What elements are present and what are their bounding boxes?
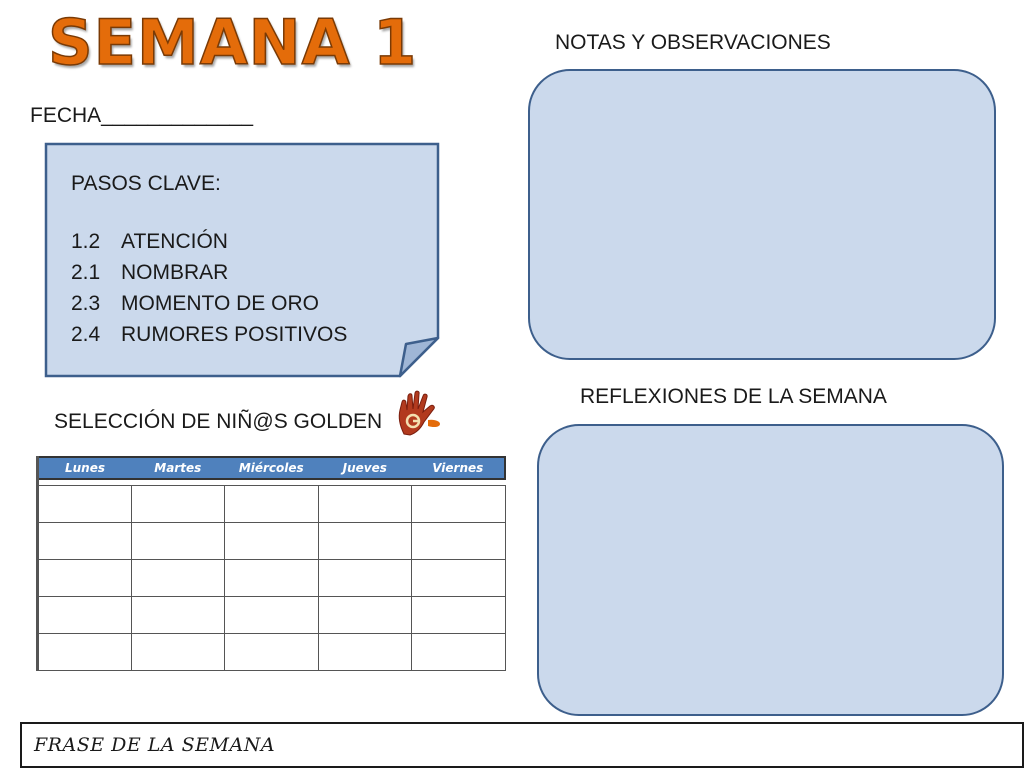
key-step-item (71, 288, 347, 319)
table-header-row (38, 457, 506, 479)
golden-selection-heading: SELECCIÓN DE NIÑ@S GOLDEN (54, 410, 383, 433)
table-cell[interactable] (38, 560, 132, 597)
table-row (38, 523, 506, 560)
table-row (38, 597, 506, 634)
table-cell[interactable] (131, 634, 225, 671)
table-cell[interactable] (318, 597, 412, 634)
key-step-label: MOMENTO DE ORO (121, 292, 319, 315)
table-cell[interactable] (131, 560, 225, 597)
key-step-label: RUMORES POSITIVOS (121, 323, 348, 346)
table-row (38, 560, 506, 597)
reflections-heading: REFLEXIONES DE LA SEMANA (580, 385, 887, 408)
table-cell[interactable] (412, 560, 506, 597)
table-cell[interactable] (225, 560, 319, 597)
key-steps-content (71, 168, 347, 350)
table-row (38, 486, 506, 523)
table-cell[interactable] (318, 523, 412, 560)
key-step-label: ATENCIÓN (121, 230, 228, 253)
table-cell[interactable] (38, 523, 132, 560)
key-steps-heading: PASOS CLAVE: (71, 172, 221, 195)
key-steps-note (44, 142, 440, 376)
table-cell[interactable] (225, 597, 319, 634)
day-header-tuesday: Martes (131, 457, 225, 479)
day-header-friday: Viernes (412, 457, 506, 479)
table-cell[interactable] (318, 560, 412, 597)
table-cell[interactable] (131, 523, 225, 560)
table-cell[interactable] (318, 634, 412, 671)
day-header-monday: Lunes (38, 457, 132, 479)
weekly-phrase-box[interactable] (20, 722, 1024, 768)
key-step-label: NOMBRAR (121, 261, 229, 284)
hand-logo-icon (394, 390, 442, 436)
table-cell[interactable] (225, 523, 319, 560)
key-step-number: 2.4 (71, 323, 101, 346)
notes-box[interactable] (528, 69, 996, 360)
key-step-number: 2.1 (71, 261, 101, 284)
table-cell[interactable] (412, 486, 506, 523)
page-title: SEMANA 1 (48, 6, 418, 79)
table-cell[interactable] (318, 486, 412, 523)
table-cell[interactable] (412, 523, 506, 560)
table-cell[interactable] (131, 597, 225, 634)
table-cell[interactable] (412, 634, 506, 671)
key-step-item (71, 226, 347, 257)
day-header-thursday: Jueves (318, 457, 412, 479)
table-cell[interactable] (38, 486, 132, 523)
key-step-number: 1.2 (71, 230, 101, 253)
weekly-phrase-label: FRASE DE LA SEMANA (34, 734, 276, 756)
key-step-item (71, 319, 347, 350)
key-step-number: 2.3 (71, 292, 101, 315)
table-cell[interactable] (412, 597, 506, 634)
table-cell[interactable] (131, 486, 225, 523)
date-field-label[interactable]: FECHA_____________ (30, 104, 254, 127)
day-header-wednesday: Miércoles (225, 457, 319, 479)
table-cell[interactable] (38, 634, 132, 671)
table-row (38, 634, 506, 671)
table-cell[interactable] (225, 486, 319, 523)
table-cell[interactable] (38, 597, 132, 634)
reflections-box[interactable] (537, 424, 1004, 716)
golden-selection-table (36, 456, 506, 671)
notes-heading: NOTAS Y OBSERVACIONES (555, 31, 831, 54)
key-step-item (71, 257, 347, 288)
table-cell[interactable] (225, 634, 319, 671)
